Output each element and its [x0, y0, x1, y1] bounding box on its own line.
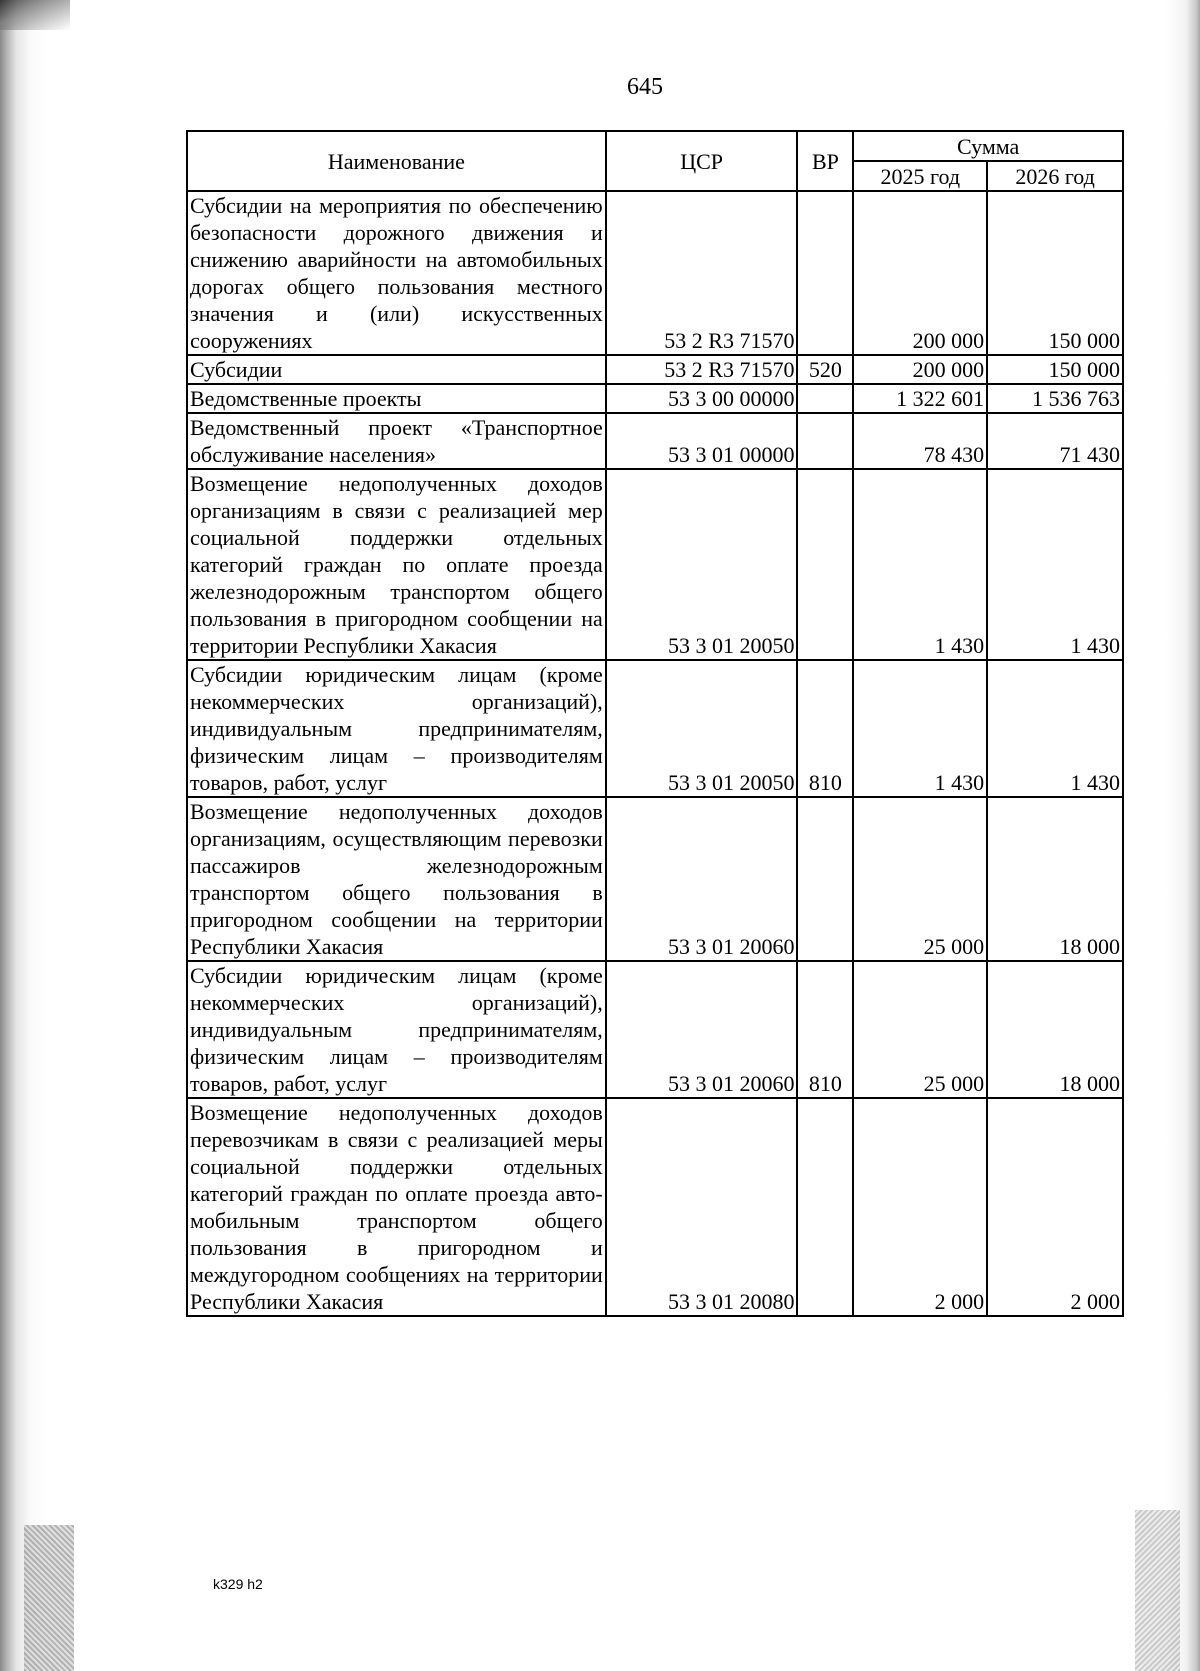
row-csr: 53 3 01 20080 [606, 1098, 798, 1316]
row-vr [797, 413, 853, 469]
scan-shadow-right [1140, 0, 1200, 1671]
row-vr [797, 469, 853, 660]
header-year-2025: 2025 год [853, 161, 987, 191]
row-vr: 810 [797, 961, 853, 1098]
row-2026: 1 430 [987, 660, 1123, 797]
row-2026: 71 430 [987, 413, 1123, 469]
row-vr [797, 191, 853, 355]
row-vr [797, 797, 853, 961]
table-row [187, 1098, 1123, 1316]
row-name: Субсидии на мероприятия по обеспечению безопасности дорожного движения и снижению аварийности на автомобильных дорогах общего пользования местного значения и (или) искусственных сооружениях [187, 191, 606, 355]
row-vr: 520 [797, 355, 853, 384]
page-number: 645 [627, 74, 663, 100]
document-code: k329 h2 [213, 1576, 263, 1592]
row-2026: 150 000 [987, 355, 1123, 384]
row-2026: 18 000 [987, 961, 1123, 1098]
row-2025: 1 430 [853, 469, 987, 660]
table-row [187, 191, 1123, 355]
row-name: Ведомственные проекты [187, 384, 606, 413]
row-csr: 53 3 01 20050 [606, 469, 798, 660]
row-name: Возмещение недополученных доходов организациям, осуществляющим перевозки пассажиров железнодорожным транспортом общего пользования в пригородном сообщении на территории Республики Хакасия [187, 797, 606, 961]
row-vr [797, 1098, 853, 1316]
row-name: Субсидии юридическим лицам (кроме некоммерческих организаций), индивидуальным предпринимателям, физическим лицам – производителям товаров, работ, услуг [187, 961, 606, 1098]
table-row [187, 469, 1123, 660]
header-year-2026: 2026 год [987, 161, 1123, 191]
table-row [187, 797, 1123, 961]
row-2025: 1 430 [853, 660, 987, 797]
row-csr: 53 2 R3 71570 [606, 355, 798, 384]
row-2026: 1 430 [987, 469, 1123, 660]
row-csr: 53 3 01 20060 [606, 797, 798, 961]
header-vr: ВР [797, 131, 853, 191]
row-vr: 810 [797, 660, 853, 797]
row-csr: 53 2 R3 71570 [606, 191, 798, 355]
row-name: Возмещение недополученных доходов организациям в связи с реализацией мер социальной поддержки отдельных категорий граждан по оплате проезда железнодорожным транспортом общего пользования в пригородном сообщении на территории Республики Хакасия [187, 469, 606, 660]
row-2025: 1 322 601 [853, 384, 987, 413]
row-csr: 53 3 00 00000 [606, 384, 798, 413]
row-2026: 1 536 763 [987, 384, 1123, 413]
table-row [187, 355, 1123, 384]
header-csr: ЦСР [606, 131, 798, 191]
row-csr: 53 3 01 00000 [606, 413, 798, 469]
row-2026: 2 000 [987, 1098, 1123, 1316]
row-name: Возмещение недополученных доходов перевозчикам в связи с реализацией меры социальной поддержки отдельных категорий граждан по оплате проезда автомобильным транспортом общего пользования в пригородном и междугородном сообщениях на территории Республики Хакасия [187, 1098, 606, 1316]
scan-noise-bottom-left [24, 1525, 74, 1671]
table-row [187, 384, 1123, 413]
row-2025: 25 000 [853, 961, 987, 1098]
header-name: Наименование [187, 131, 606, 191]
row-2025: 25 000 [853, 797, 987, 961]
row-2026: 150 000 [987, 191, 1123, 355]
table-row [187, 961, 1123, 1098]
row-name: Субсидии [187, 355, 606, 384]
row-2026: 18 000 [987, 797, 1123, 961]
budget-table [186, 130, 1124, 1317]
scan-shadow-left [0, 0, 48, 1671]
scan-noise-bottom-right [1135, 1510, 1180, 1671]
header-sum: Сумма [853, 131, 1123, 161]
table-row [187, 413, 1123, 469]
row-csr: 53 3 01 20050 [606, 660, 798, 797]
row-vr [797, 384, 853, 413]
row-2025: 78 430 [853, 413, 987, 469]
scan-shadow-corner [0, 0, 70, 30]
row-2025: 2 000 [853, 1098, 987, 1316]
row-2025: 200 000 [853, 355, 987, 384]
row-2025: 200 000 [853, 191, 987, 355]
row-name: Субсидии юридическим лицам (кроме некоммерческих организаций), индивидуальным предпринимателям, физическим лицам – производителям товаров, работ, услуг [187, 660, 606, 797]
row-csr: 53 3 01 20060 [606, 961, 798, 1098]
row-name: Ведомственный проект «Транспортное обслуживание населения» [187, 413, 606, 469]
table-row [187, 660, 1123, 797]
